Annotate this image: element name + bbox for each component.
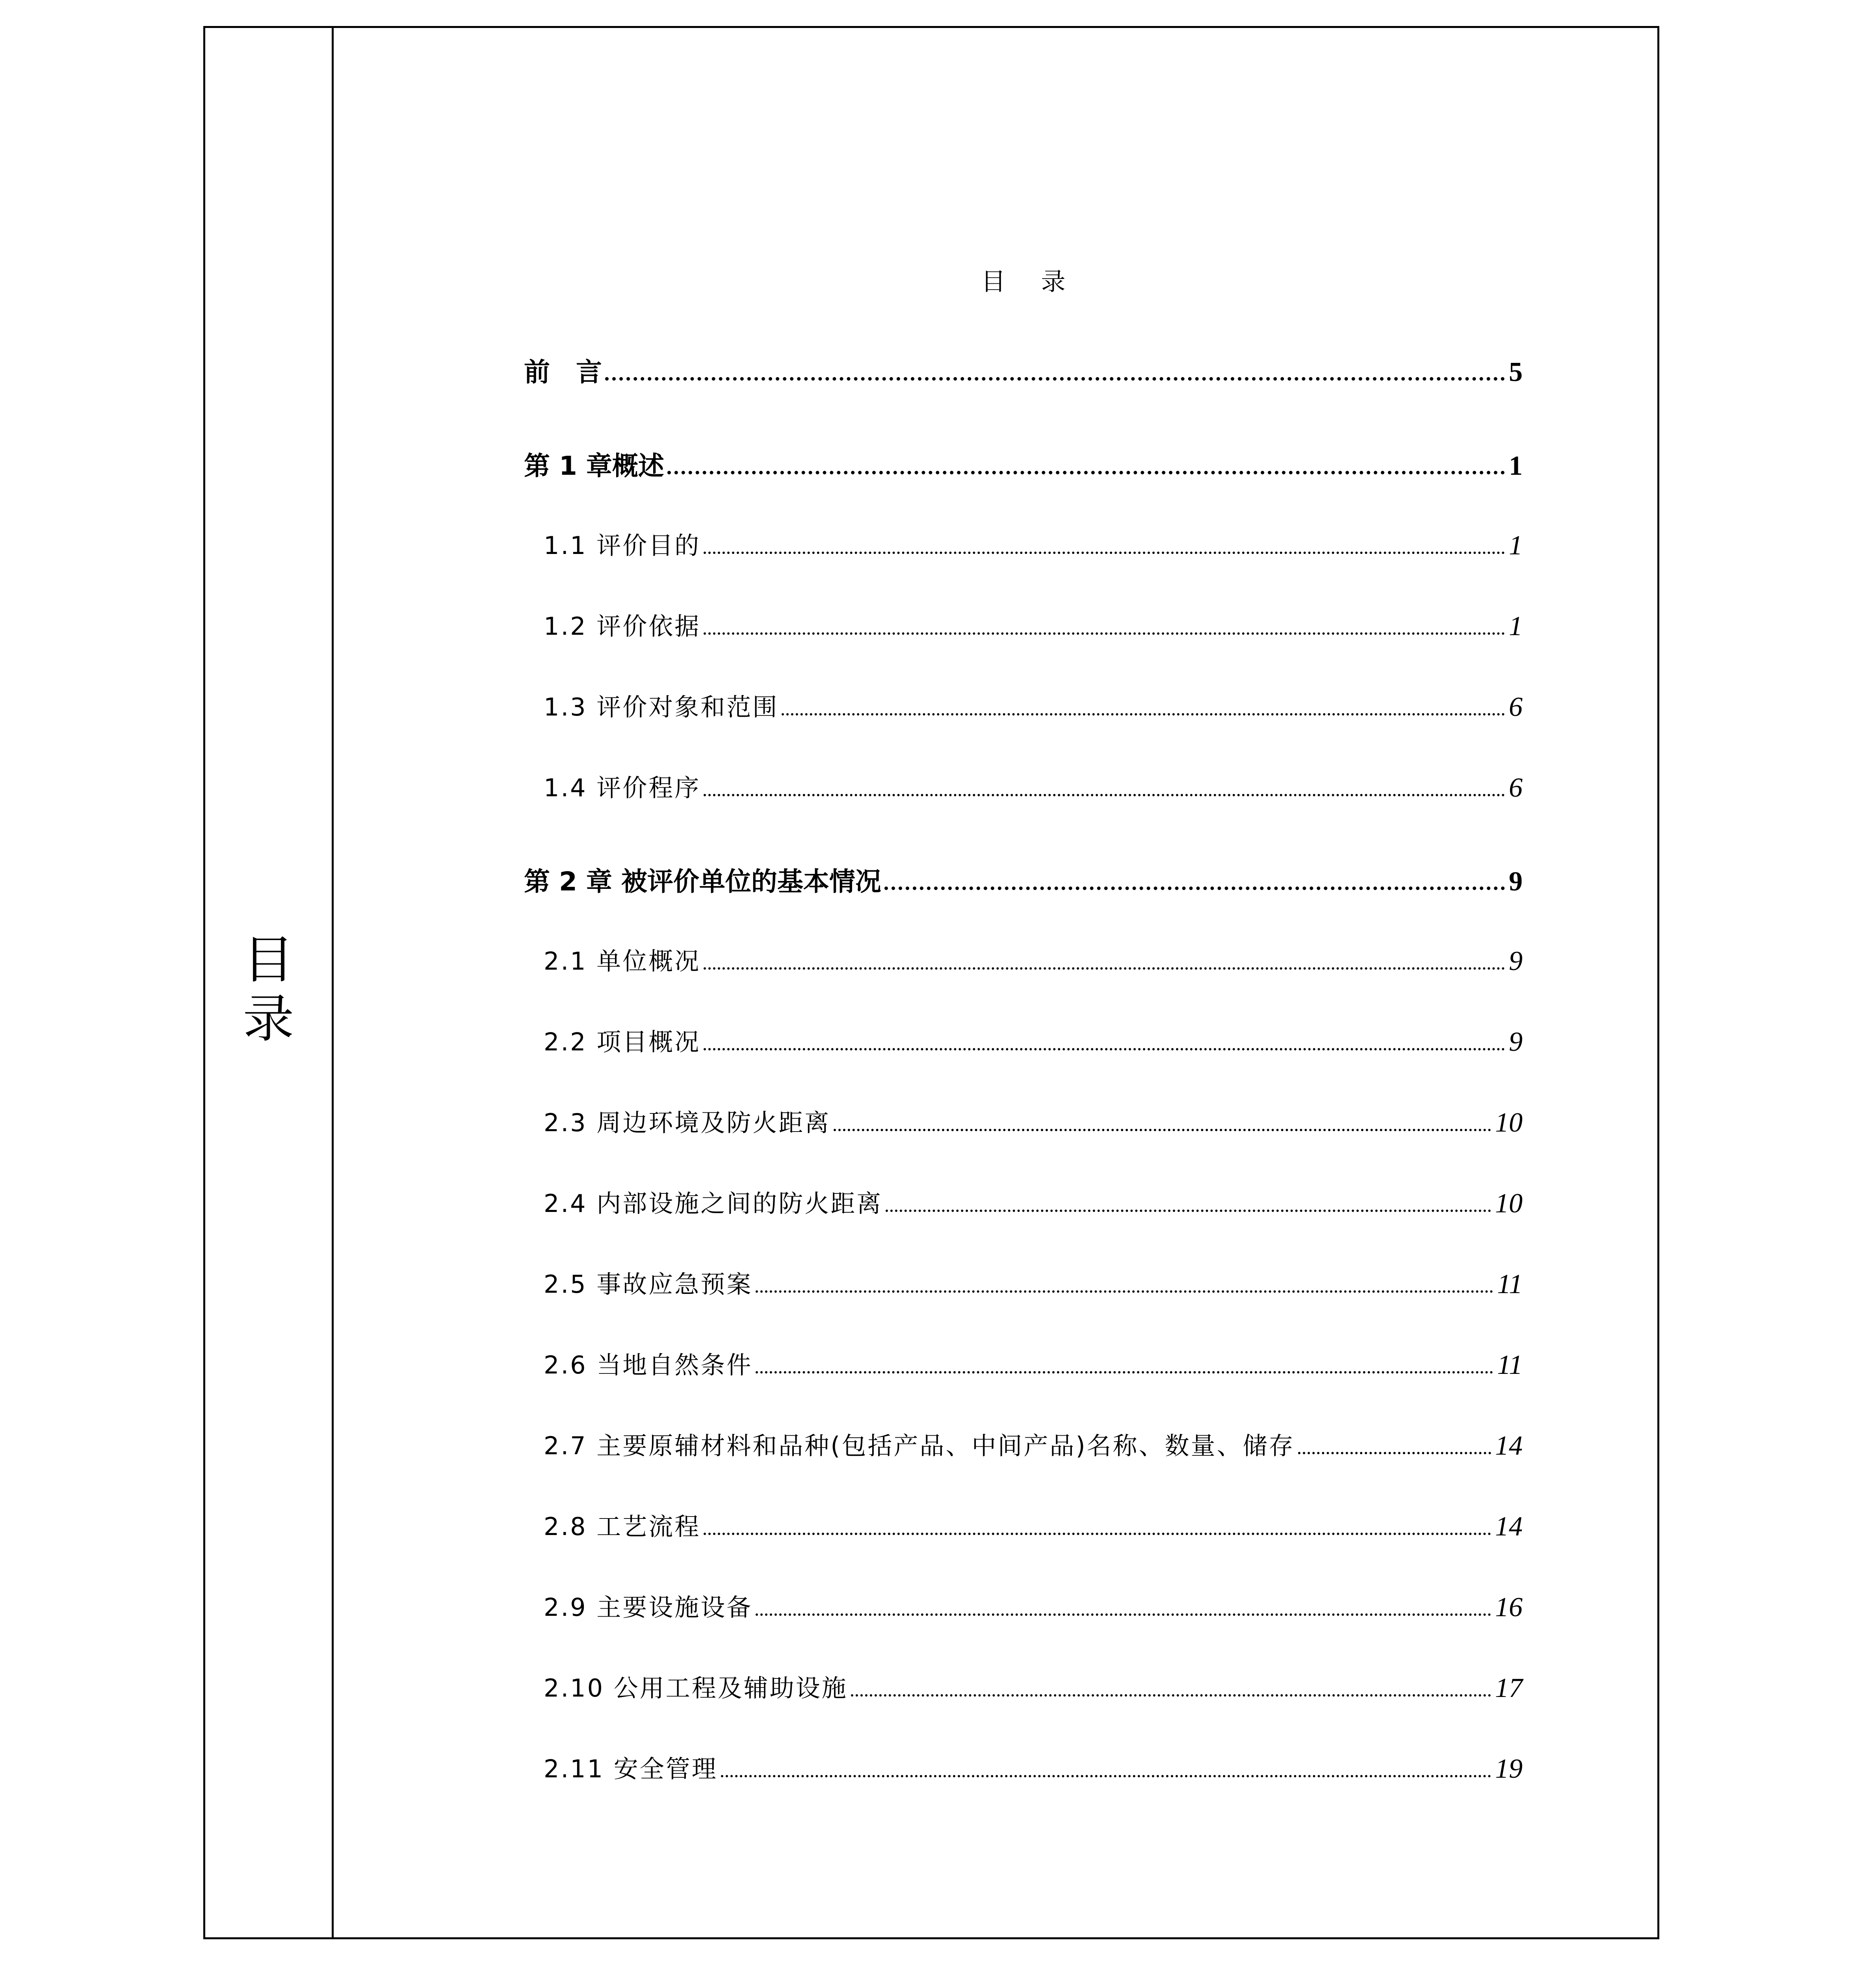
toc-entry-page: 9 — [1509, 866, 1523, 897]
toc-entry-page: 19 — [1495, 1754, 1523, 1784]
toc-entry[interactable] — [524, 528, 1523, 563]
dot-leader — [782, 713, 1505, 716]
toc-entry[interactable] — [524, 770, 1523, 806]
toc-entry[interactable] — [524, 1347, 1523, 1383]
dot-leader — [851, 1694, 1491, 1697]
toc-entry-page: 1 — [1509, 611, 1523, 641]
toc-entry-label: 1.3 评价对象和范围 — [544, 693, 779, 721]
dot-leader — [704, 794, 1505, 796]
toc-entry-page: 1 — [1509, 451, 1523, 481]
toc-entry-label: 2.2 项目概况 — [544, 1028, 701, 1056]
toc-entry[interactable] — [524, 609, 1523, 644]
dot-leader — [756, 1613, 1491, 1616]
dot-leader — [704, 1048, 1505, 1050]
toc-entry-label: 2.10 公用工程及辅助设施 — [544, 1674, 848, 1702]
toc-entry-page: 6 — [1509, 773, 1523, 803]
toc-entry[interactable] — [524, 1671, 1523, 1706]
dot-leader — [756, 1371, 1493, 1373]
dot-leader — [886, 1210, 1491, 1212]
toc-entry-label: 2.8 工艺流程 — [544, 1512, 701, 1541]
toc-entry-label: 2.7 主要原辅材料和品种(包括产品、中间产品)名称、数量、储存 — [544, 1431, 1295, 1460]
toc-entry[interactable] — [524, 1590, 1523, 1625]
toc-entry[interactable] — [524, 864, 1523, 900]
toc-entry[interactable] — [524, 690, 1523, 725]
toc-entry-page: 9 — [1509, 1027, 1523, 1057]
toc-entry[interactable] — [524, 355, 1523, 390]
toc-entry[interactable] — [524, 944, 1523, 979]
toc-entry-label: 第 2 章 被评价单位的基本情况 — [524, 866, 881, 897]
dot-leader — [704, 967, 1505, 970]
toc-entry[interactable] — [524, 1024, 1523, 1060]
toc-entry-label: 第 1 章概述 — [524, 451, 664, 481]
toc-entry-page: 1 — [1509, 530, 1523, 561]
toc-entry-label: 2.5 事故应急预案 — [544, 1270, 753, 1299]
dot-leader — [667, 471, 1505, 474]
toc-entry-page: 16 — [1495, 1592, 1523, 1622]
toc-entry-page: 11 — [1497, 1350, 1523, 1380]
toc-entry[interactable] — [524, 1186, 1523, 1221]
toc-heading-char: 目 — [981, 267, 1006, 296]
toc-entry-page: 17 — [1495, 1673, 1523, 1703]
toc-entry-page: 6 — [1509, 692, 1523, 722]
dot-leader — [721, 1775, 1491, 1777]
toc-heading — [524, 262, 1523, 297]
dot-leader — [704, 632, 1505, 635]
toc-entry-page: 9 — [1509, 946, 1523, 976]
toc-entry-page: 14 — [1495, 1431, 1523, 1461]
toc-entry-label: 前 言 — [524, 357, 602, 387]
toc-entry-label: 2.6 当地自然条件 — [544, 1351, 753, 1379]
toc-entry[interactable] — [524, 1267, 1523, 1302]
dot-leader — [834, 1129, 1491, 1131]
toc-entry-label: 1.1 评价目的 — [544, 531, 701, 560]
dot-leader — [605, 377, 1505, 381]
side-column — [205, 28, 334, 1937]
dot-leader — [756, 1290, 1493, 1293]
toc-entry-label: 1.4 评价程序 — [544, 773, 701, 802]
toc-entry[interactable] — [524, 448, 1523, 484]
toc-entry-label: 2.11 安全管理 — [544, 1754, 718, 1783]
toc-entry[interactable] — [524, 1428, 1523, 1464]
toc-entry-page: 14 — [1495, 1511, 1523, 1542]
toc-entry-page: 10 — [1495, 1108, 1523, 1138]
side-title — [205, 930, 332, 1048]
toc-entry-page: 5 — [1509, 357, 1523, 387]
toc-entry-label: 2.1 单位概况 — [544, 947, 701, 976]
toc-entry[interactable] — [524, 1105, 1523, 1141]
side-title-char: 目 — [243, 930, 294, 990]
toc-heading-char: 录 — [1041, 267, 1066, 296]
toc-entry-page: 10 — [1495, 1188, 1523, 1219]
toc-entry-label: 2.4 内部设施之间的防火距离 — [544, 1189, 883, 1218]
dot-leader — [704, 552, 1505, 554]
dot-leader — [704, 1533, 1491, 1535]
toc-entry[interactable] — [524, 1509, 1523, 1544]
toc-entry-page: 11 — [1497, 1269, 1523, 1299]
toc-entry-label: 2.3 周边环境及防火距离 — [544, 1108, 831, 1137]
side-title-char: 录 — [243, 989, 294, 1049]
dot-leader — [1298, 1452, 1491, 1454]
toc-entry-label: 2.9 主要设施设备 — [544, 1593, 753, 1622]
toc-entry[interactable] — [524, 1751, 1523, 1787]
dot-leader — [884, 886, 1505, 890]
toc-entry-label: 1.2 评价依据 — [544, 612, 701, 641]
page-frame — [203, 26, 1659, 1939]
